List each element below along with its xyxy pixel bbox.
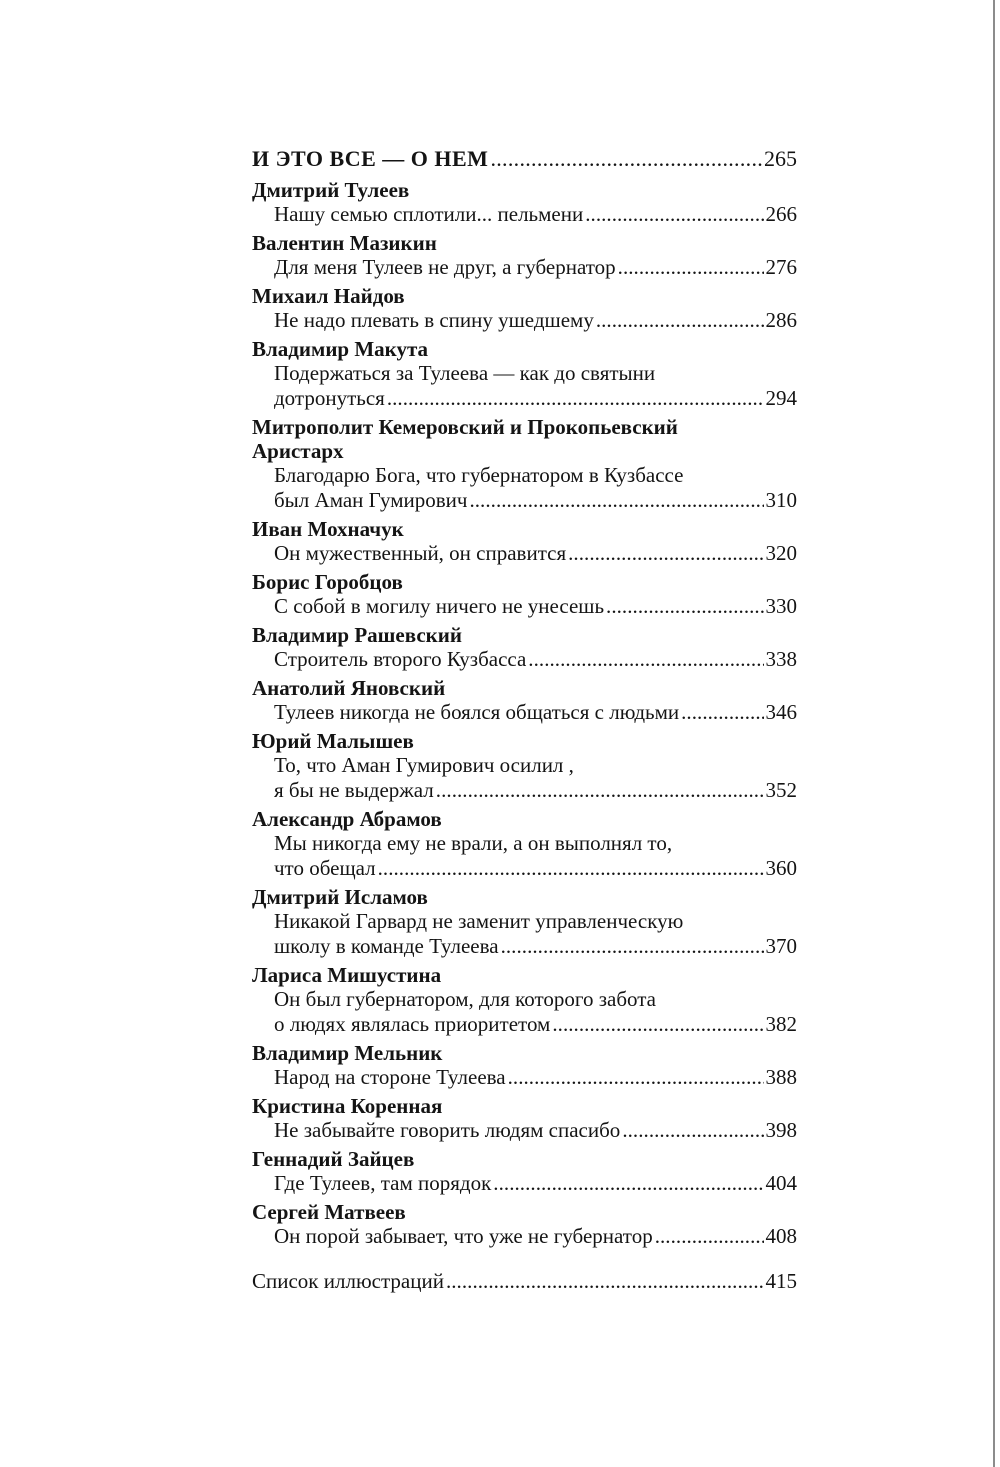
entry-title-line (252, 255, 797, 280)
entry-title-line (252, 856, 797, 881)
dot-leader (552, 1012, 763, 1037)
dot-leader (618, 255, 764, 280)
dot-leader (528, 647, 763, 672)
dot-leader (490, 144, 762, 174)
entry-author: Владимир Макута (252, 337, 429, 361)
entry-author: Митрополит Кемеровский и Прокопьевский (252, 415, 678, 439)
entry-page-number: 320 (765, 541, 797, 565)
entry-title-line (252, 594, 797, 619)
entry-title: Нашу семью сплотили... пельмени (274, 202, 584, 226)
dot-leader (606, 594, 763, 619)
entry-author: Михаил Найдов (252, 284, 405, 308)
toc-entry[interactable] (252, 517, 797, 566)
illustrations-title: Список иллюстраций (252, 1269, 444, 1293)
entry-page-number: 360 (765, 856, 797, 880)
dot-leader (655, 1224, 764, 1249)
entry-page-number: 286 (765, 308, 797, 332)
entry-author: Сергей Матвеев (252, 1200, 406, 1224)
toc-entry[interactable] (252, 885, 797, 959)
entry-page-number: 310 (765, 488, 797, 512)
entry-page-number: 266 (765, 202, 797, 226)
entry-title-line (252, 488, 797, 513)
entry-author: Владимир Рашевский (252, 623, 462, 647)
dot-leader (446, 1269, 764, 1294)
entry-title: Благодарю Бога, что губернатором в Кузбассе (274, 463, 684, 487)
page-edge-line (993, 0, 995, 1467)
toc-entry[interactable] (252, 1094, 797, 1143)
dot-leader (596, 308, 764, 333)
entry-title: С собой в могилу ничего не унесешь (274, 594, 605, 618)
dot-leader (568, 541, 763, 566)
toc-entry[interactable] (252, 178, 797, 227)
toc-entry[interactable] (252, 623, 797, 672)
entry-page-number: 404 (765, 1171, 797, 1195)
toc-entry[interactable] (252, 807, 797, 881)
toc-entries (252, 178, 797, 1249)
entry-page-number: 330 (765, 594, 797, 618)
entry-page-number: 338 (765, 647, 797, 671)
entry-title: Подержаться за Тулеева — как до святыни (274, 361, 656, 385)
toc-entry[interactable] (252, 963, 797, 1037)
entry-title-line (252, 778, 797, 803)
entry-author: Владимир Мельник (252, 1041, 443, 1065)
section-heading[interactable] (252, 144, 797, 174)
toc-entry[interactable] (252, 729, 797, 803)
entry-title: был Аман Гумирович (274, 488, 468, 512)
entry-page-number: 408 (765, 1224, 797, 1248)
dot-leader (493, 1171, 763, 1196)
entry-title: Народ на стороне Тулеева (274, 1065, 506, 1089)
entry-title-line (252, 1065, 797, 1090)
entry-title-line (252, 541, 797, 566)
dot-leader (585, 202, 763, 227)
toc-entry[interactable] (252, 1041, 797, 1090)
toc-entry[interactable] (252, 1147, 797, 1196)
illustrations-page-number: 415 (765, 1269, 797, 1293)
entry-title: Мы никогда ему не врали, а он выполнял то, (274, 831, 673, 855)
dot-leader (387, 386, 764, 411)
entry-title-line (252, 1118, 797, 1143)
entry-author: Дмитрий Исламов (252, 885, 428, 909)
entry-title: Строитель второго Кузбасса (274, 647, 527, 671)
entry-page-number: 346 (765, 700, 797, 724)
entry-title-line (252, 1224, 797, 1249)
entry-title: о людях являлась приоритетом (274, 1012, 551, 1036)
entry-title: То, что Аман Гумирович осилил , (274, 753, 574, 777)
section-title: И ЭТО ВСЕ — О НЕМ (252, 146, 489, 171)
toc-entry[interactable] (252, 1200, 797, 1249)
entry-title: Где Тулеев, там порядок (274, 1171, 492, 1195)
entry-title-line (252, 1171, 797, 1196)
entry-title: школу в команде Тулеева (274, 934, 499, 958)
toc-entry[interactable] (252, 337, 797, 411)
entry-title-line (252, 647, 797, 672)
entry-author: Борис Горобцов (252, 570, 403, 594)
entry-author: Дмитрий Тулеев (252, 178, 410, 202)
entry-title: Он был губернатором, для которого забота (274, 987, 656, 1011)
entry-author: Анатолий Яновский (252, 676, 446, 700)
entry-title-line (252, 934, 797, 959)
entry-author: Геннадий Зайцев (252, 1147, 415, 1171)
entry-title: Для меня Тулеев не друг, а губернатор (274, 255, 616, 279)
entry-title: дотронуться (274, 386, 385, 410)
toc-entry-illustrations[interactable] (252, 1269, 797, 1294)
entry-title: Не надо плевать в спину ушедшему (274, 308, 594, 332)
entry-page-number: 276 (765, 255, 797, 279)
dot-leader (469, 488, 763, 513)
entry-title: я бы не выдержал (274, 778, 434, 802)
section-page-number: 265 (764, 146, 797, 171)
entry-author: Иван Мохначук (252, 517, 404, 541)
toc-entry[interactable] (252, 570, 797, 619)
table-of-contents (252, 144, 797, 1294)
entry-page-number: 352 (765, 778, 797, 802)
toc-entry[interactable] (252, 284, 797, 333)
entry-author: Лариса Мишустина (252, 963, 442, 987)
dot-leader (681, 700, 763, 725)
dot-leader (378, 856, 764, 881)
dot-leader (436, 778, 764, 803)
entry-title: Не забывайте говорить людям спасибо (274, 1118, 621, 1142)
entry-title: Он порой забывает, что уже не губернатор (274, 1224, 653, 1248)
dot-leader (508, 1065, 764, 1090)
entry-title: Тулеев никогда не боялся общаться с людьми (274, 700, 680, 724)
entry-title-line (252, 386, 797, 411)
entry-author: Александр Абрамов (252, 807, 442, 831)
entry-page-number: 398 (765, 1118, 797, 1142)
entry-title-line (252, 202, 797, 227)
entry-page-number: 382 (765, 1012, 797, 1036)
entry-author: Юрий Малышев (252, 729, 414, 753)
entry-title: что обещал (274, 856, 376, 880)
entry-page-number: 294 (765, 386, 797, 410)
toc-entry[interactable] (252, 415, 797, 513)
dot-leader (622, 1118, 763, 1143)
entry-author: Аристарх (252, 439, 344, 463)
entry-author: Валентин Мазикин (252, 231, 437, 255)
entry-page-number: 370 (765, 934, 797, 958)
entry-title-line (252, 700, 797, 725)
entry-title: Никакой Гарвард не заменит управленческую (274, 909, 684, 933)
dot-leader (501, 934, 764, 959)
entry-title: Он мужественный, он справится (274, 541, 567, 565)
toc-entry[interactable] (252, 231, 797, 280)
entry-title-line (252, 308, 797, 333)
toc-entry[interactable] (252, 676, 797, 725)
entry-page-number: 388 (765, 1065, 797, 1089)
entry-title-line (252, 1012, 797, 1037)
entry-author: Кристина Коренная (252, 1094, 443, 1118)
